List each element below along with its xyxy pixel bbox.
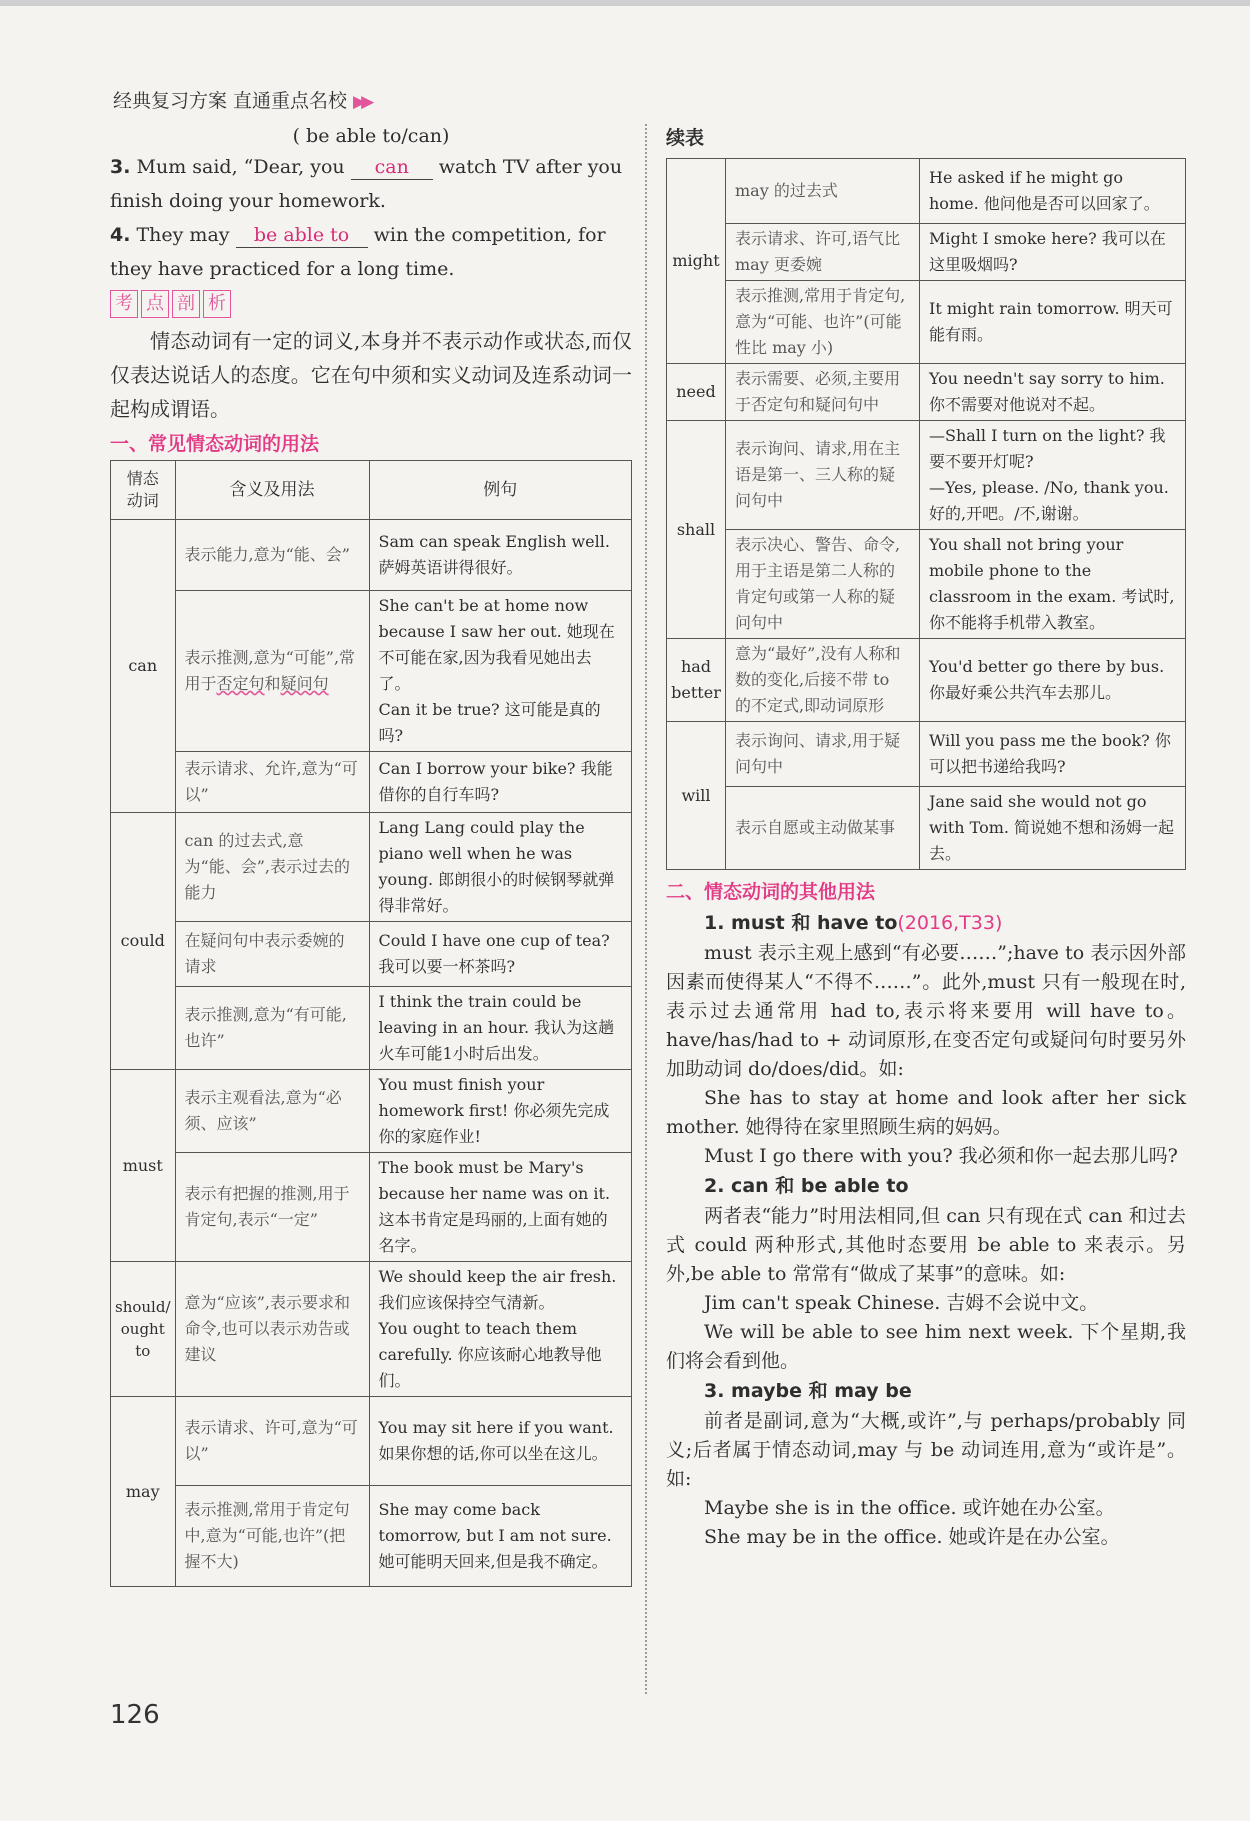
usage-cell: 表示请求、允许,意为“可以” (175, 752, 369, 813)
verb-cell: had better (667, 639, 726, 722)
item-1-paragraph: must 表示主观上感到“有必要……”;have to 表示因外部因素而使得某人“不得不……”。此外,must 只有一般现在时,表示过去通常用 had to,表示将来要用 will have to。have/has/had to + 动词原形,在变否定句或疑问句时要另外加助动词 do/does/did。如: (666, 942, 1186, 1080)
section-badge: 考 点 剖 析 (110, 290, 632, 318)
verb-cell: might (667, 159, 726, 364)
usage-cell: 表示请求、许可,语气比 may 更委婉 (726, 224, 920, 281)
table-row (111, 1070, 632, 1153)
verb-cell: can (111, 520, 176, 813)
running-header (113, 86, 369, 113)
right-column (666, 122, 1186, 1552)
exercise-hint: ( be able to/can) (292, 125, 450, 147)
page-number: 126 (110, 1700, 160, 1730)
usage-cell: 表示有把握的推测,用于肯定句,表示“一定” (175, 1153, 369, 1262)
verb-cell: shall (667, 421, 726, 639)
continued-label: 续表 (666, 127, 705, 149)
item-1-heading: 1. must 和 have to(2016,T33) (704, 912, 1003, 934)
exam-reference: (2016,T33) (897, 912, 1003, 934)
example-cell: It might rain tomorrow. 明天可能有雨。 (920, 281, 1186, 364)
table-row (111, 922, 632, 987)
header-title: 经典复习方案 直通重点名校 (113, 90, 348, 112)
example-cell: I think the train could be leaving in an hour. 我认为这趟火车可能1小时后出发。 (369, 987, 631, 1070)
top-edge (0, 0, 1250, 6)
example-cell: Sam can speak English well. 萨姆英语讲得很好。 (369, 520, 631, 591)
usage-cell: 表示推测,常用于肯定句中,意为“可能,也许”(把握不大) (175, 1486, 369, 1587)
item-3-heading: 3. maybe 和 may be (704, 1380, 912, 1402)
example-cell: You needn't say sorry to him. 你不需要对他说对不起。 (920, 364, 1186, 421)
table-row (667, 722, 1186, 787)
answer-blank-4: be able to (236, 223, 368, 248)
usage-cell: 表示询问、请求,用于疑问句中 (726, 722, 920, 787)
table-row (111, 1486, 632, 1587)
verb-cell: could (111, 813, 176, 1070)
example-cell: —Shall I turn on the light? 我要不要开灯呢? —Yes, please. /No, thank you. 好的,开吧。/不,谢谢。 (920, 421, 1186, 530)
table-row (667, 281, 1186, 364)
verb-cell: may (111, 1397, 176, 1587)
section-2-title: 二、情态动词的其他用法 (666, 881, 876, 903)
table-row (667, 224, 1186, 281)
example-cell: You may sit here if you want. 如果你想的话,你可以坐在这儿。 (369, 1397, 631, 1486)
example-cell: You'd better go there by bus. 你最好乘公共汽车去那儿。 (920, 639, 1186, 722)
usage-cell: 意为“应该”,表示要求和命令,也可以表示劝告或建议 (175, 1262, 369, 1397)
modal-verbs-table (110, 460, 632, 1587)
section-1-title: 一、常见情态动词的用法 (110, 433, 320, 455)
usage-cell: 表示推测,意为“有可能,也许” (175, 987, 369, 1070)
usage-cell: 表示推测,常用于肯定句,意为“可能、也许”(可能性比 may 小) (726, 281, 920, 364)
usage-cell: may 的过去式 (726, 159, 920, 224)
left-column (110, 122, 632, 1587)
table-row (667, 639, 1186, 722)
usage-cell: 意为“最好”,没有人称和数的变化,后接不带 to 的不定式,即动词原形 (726, 639, 920, 722)
table-row (111, 520, 632, 591)
example-cell: She can't be at home now because I saw her out. 她现在不可能在家,因为我看见她出去了。 Can it be true? 这可能是真的吗? (369, 591, 631, 752)
modal-verbs-table-continued (666, 158, 1186, 870)
example-cell: Might I smoke here? 我可以在这里吸烟吗? (920, 224, 1186, 281)
header-cell-verb: 情态动词 (111, 461, 176, 520)
example-cell: He asked if he might go home. 他问他是否可以回家了。 (920, 159, 1186, 224)
column-divider (645, 124, 647, 1694)
table-row (667, 787, 1186, 870)
item-3-example: Maybe she is in the office. 或许她在办公室。 (704, 1497, 1115, 1519)
item-2-example: Jim can't speak Chinese. 吉姆不会说中文。 (704, 1292, 1099, 1314)
usage-cell: 表示主观看法,意为“必须、应该” (175, 1070, 369, 1153)
table-row (667, 421, 1186, 530)
table-row (667, 159, 1186, 224)
usage-cell: 表示询问、请求,用在主语是第一、三人称的疑问句中 (726, 421, 920, 530)
table-row (111, 1397, 632, 1486)
table-row (667, 530, 1186, 639)
header-cell-example: 例句 (369, 461, 631, 520)
item-1-example: Must I go there with you? 我必须和你一起去那儿吗? (704, 1145, 1178, 1167)
usage-cell: 表示需要、必须,主要用于否定句和疑问句中 (726, 364, 920, 421)
example-cell: You must finish your homework first! 你必须先完成你的家庭作业! (369, 1070, 631, 1153)
example-cell: Can I borrow your bike? 我能借你的自行车吗? (369, 752, 631, 813)
table-row (111, 987, 632, 1070)
usage-cell: can 的过去式,意为“能、会”,表示过去的能力 (175, 813, 369, 922)
verb-cell: will (667, 722, 726, 870)
example-cell: The book must be Mary's because her name was on it. 这本书肯定是玛丽的,上面有她的名字。 (369, 1153, 631, 1262)
usage-cell: 表示能力,意为“能、会” (175, 520, 369, 591)
example-cell: She may come back tomorrow, but I am not sure. 她可能明天回来,但是我不确定。 (369, 1486, 631, 1587)
usage-cell: 表示请求、许可,意为“可以” (175, 1397, 369, 1486)
exercise-3: 3. Mum said, “Dear, you can watch TV after you finish doing your homework. (110, 156, 623, 212)
example-cell: Jane said she would not go with Tom. 简说她不想和汤姆一起去。 (920, 787, 1186, 870)
usage-cell: 表示决心、警告、命令,用于主语是第二人称的肯定句或第一人称的疑问句中 (726, 530, 920, 639)
item-1-example: She has to stay at home and look after her sick mother. 她得待在家里照顾生病的妈妈。 (666, 1087, 1186, 1138)
item-2-example: We will be able to see him next week. 下个星期,我们将会看到他。 (666, 1321, 1186, 1372)
marked-word: 否定句 (216, 674, 265, 693)
exercise-4: 4. They may be able to win the competition, for they have practiced for a long time. (110, 224, 606, 280)
usage-cell: 表示自愿或主动做某事 (726, 787, 920, 870)
double-arrow-icon: ▶▶ (353, 92, 370, 112)
table-row (667, 364, 1186, 421)
item-2-paragraph: 两者表“能力”时用法相同,但 can 只有现在式 can 和过去式 could 两种形式,其他时态要用 be able to 来表示。另外,be able to 常常有“做成了某事”的意味。如: (666, 1205, 1186, 1285)
table-row (111, 1262, 632, 1397)
verb-cell: should/ ought to (111, 1262, 176, 1397)
item-3-example: She may be in the office. 她或许是在办公室。 (704, 1526, 1120, 1548)
example-cell: Lang Lang could play the piano well when he was young. 郎朗很小的时候钢琴就弹得非常好。 (369, 813, 631, 922)
table-row (111, 591, 632, 752)
table-row (111, 752, 632, 813)
example-cell: You shall not bring your mobile phone to the classroom in the exam. 考试时,你不能将手机带入教室。 (920, 530, 1186, 639)
example-cell: Could I have one cup of tea? 我可以要一杯茶吗? (369, 922, 631, 987)
verb-cell: need (667, 364, 726, 421)
usage-cell: 在疑问句中表示委婉的请求 (175, 922, 369, 987)
usage-cell: 表示推测,意为“可能”,常用于否定句和疑问句 (175, 591, 369, 752)
marked-word: 疑问句 (280, 674, 329, 693)
item-2-heading: 2. can 和 be able to (704, 1175, 909, 1197)
verb-cell: must (111, 1070, 176, 1262)
table-row (111, 813, 632, 922)
intro-paragraph: 情态动词有一定的词义,本身并不表示动作或状态,而仅仅表达说话人的态度。它在句中须和实义动词及连系动词一起构成谓语。 (110, 329, 632, 421)
answer-blank-3: can (351, 155, 433, 180)
table-header-row (111, 461, 632, 520)
header-cell-usage: 含义及用法 (175, 461, 369, 520)
table-row (111, 1153, 632, 1262)
item-3-paragraph: 前者是副词,意为“大概,或许”,与 perhaps/probably 同义;后者属于情态动词,may 与 be 动词连用,意为“或许是”。如: (666, 1410, 1186, 1490)
example-cell: Will you pass me the book? 你可以把书递给我吗? (920, 722, 1186, 787)
example-cell: We should keep the air fresh. 我们应该保持空气清新。 You ought to teach them carefully. 你应该耐心地教导他们。 (369, 1262, 631, 1397)
